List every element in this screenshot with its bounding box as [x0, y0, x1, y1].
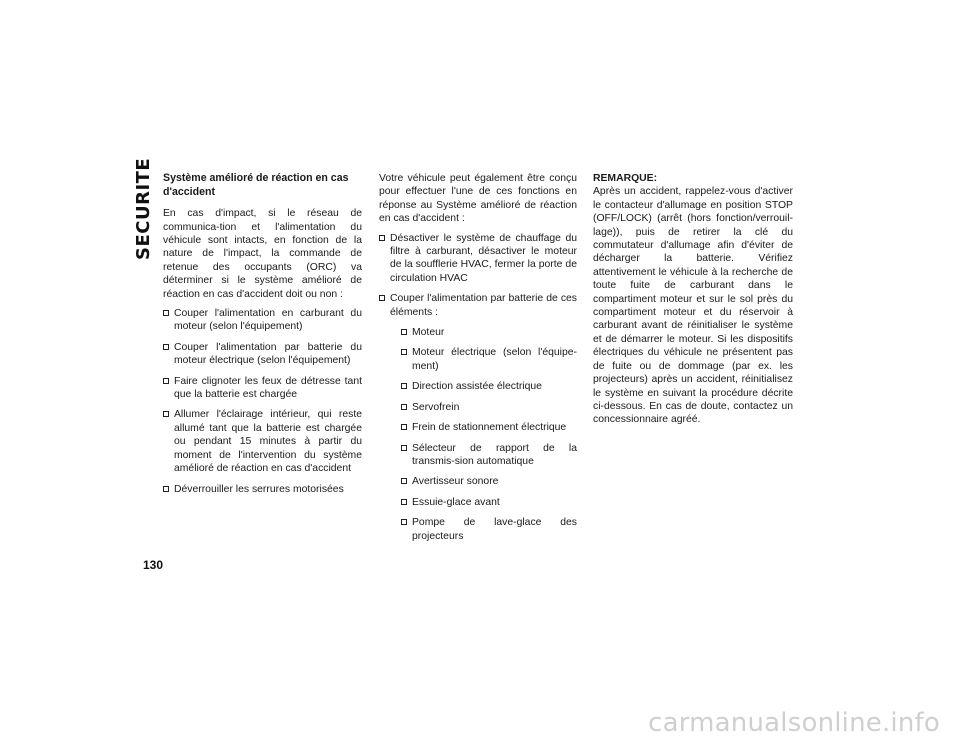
list-item: [163, 408, 362, 475]
checkbox-bullet-icon: [401, 404, 407, 410]
list-item-text: Couper l'alimentation par batterie du moteur électrique (selon l'équipement): [174, 341, 362, 367]
intro-paragraph: En cas d'impact, si le réseau de communica-tion et l'alimentation du véhicule sont intacts, en fonction de la nature de l'impact, la commande de retenue des occupants (ORC) va déterminer si le système amélioré de réaction en cas d'accident doit ou non :: [163, 208, 362, 300]
sub-list-item-text: Moteur: [412, 327, 445, 339]
sub-list-item-text: Sélecteur de rapport de la transmis-sion automatique: [412, 442, 577, 467]
sub-list-item: [401, 496, 577, 509]
list-item-text: Faire clignoter les feux de détresse tant que la batterie est chargée: [174, 375, 362, 401]
sub-list-item: [401, 346, 577, 373]
list-item: [163, 483, 362, 496]
list-item-text: Couper l'alimentation par batterie de ces éléments :: [390, 293, 577, 318]
checkbox-bullet-icon: [379, 235, 385, 241]
sub-list-item-text: Moteur électrique (selon l'équipe-ment): [412, 347, 577, 372]
sub-list-item-text: Essuie-glace avant: [412, 496, 500, 508]
list-item-text: Couper l'alimentation en carburant du moteur (selon l'équipement): [174, 308, 362, 333]
watermark: carmanualsonline.info: [648, 708, 940, 738]
section-heading: Système amélioré de réaction en cas d'accident: [163, 172, 349, 198]
section-title: [133, 157, 155, 260]
list-item: [163, 341, 362, 368]
list-item: [163, 307, 362, 334]
checkbox-bullet-icon: [401, 478, 407, 484]
checkbox-bullet-icon: [401, 424, 407, 430]
note-label: REMARQUE:: [593, 173, 658, 184]
sub-list-item: [401, 516, 577, 543]
column-3: [593, 172, 793, 433]
sub-list-item: [401, 401, 577, 414]
checkbox-bullet-icon: [163, 378, 169, 384]
sub-list-item: [401, 442, 577, 469]
sub-list-item: [401, 326, 577, 339]
list-item-text: Allumer l'éclairage intérieur, qui reste allumé tant que la batterie est chargée ou pendant 15 minutes à partir du moment de l'intervention du système amélioré de réaction en cas d'accident: [174, 409, 362, 475]
checkbox-bullet-icon: [163, 411, 169, 417]
checkbox-bullet-icon: [379, 295, 385, 301]
section-title-text: SECURITE: [133, 157, 154, 260]
sub-list-item-text: Avertisseur sonore: [412, 476, 499, 488]
list-item: [379, 292, 577, 543]
list-item-text: Déverrouiller les serrures motorisées: [174, 483, 344, 495]
sub-list-item: [401, 380, 577, 393]
checkbox-bullet-icon: [401, 349, 407, 355]
checkbox-bullet-icon: [401, 445, 407, 451]
checkbox-bullet-icon: [401, 519, 407, 525]
sub-list-item-text: Direction assistée électrique: [412, 381, 542, 393]
checkbox-bullet-icon: [401, 499, 407, 505]
function-list: [379, 232, 577, 543]
sub-list-item: [401, 421, 577, 434]
checkbox-bullet-icon: [163, 344, 169, 350]
list-item-text: Désactiver le système de chauffage du filtre à carburant, désactiver le moteur de la soufflerie HVAC, fermer la porte de circulation HVAC: [390, 232, 577, 284]
intro-paragraph: Votre véhicule peut également être conçu pour effectuer l'une de ces fonctions en réponse au Système amélioré de réaction en cas d'accident :: [379, 173, 577, 225]
note-paragraph: Après un accident, rappelez-vous d'activer le contacteur d'allumage en position STOP (OFF/LOCK) (arrêt (hors fonction/verrouil-lage)), puis de retirer la clé du commutateur d'allumage afin d'éviter de décharger la batterie. Vérifiez attentivement le véhicule à la recherche de toute fuite de carburant dans le compartiment moteur et sur le sol près du compartiment moteur et du réservoir à carburant avant de réinitialiser le système et de démarrer le moteur. Si les dispositifs électriques du véhicule ne présentent pas de fuite ou de dommage (par ex. les projecteurs) après un accident, réinitialisez le système en suivant la procédure décrite ci-dessous. En cas de doute, contactez un concessionnaire agréé.: [593, 186, 793, 426]
sub-list-item: [401, 475, 577, 488]
page-number: 130: [143, 558, 164, 572]
checkbox-bullet-icon: [401, 383, 407, 389]
action-list: [163, 307, 362, 496]
checkbox-bullet-icon: [163, 486, 169, 492]
sub-list: [390, 326, 577, 543]
sub-list-item-text: Servofrein: [412, 401, 460, 413]
column-1: [163, 172, 362, 503]
list-item: [379, 232, 577, 286]
list-item: [163, 375, 362, 402]
column-2: [379, 172, 577, 550]
checkbox-bullet-icon: [163, 310, 169, 316]
checkbox-bullet-icon: [401, 329, 407, 335]
sub-list-item-text: Pompe de lave-glace des projecteurs: [412, 517, 577, 542]
sub-list-item-text: Frein de stationnement électrique: [412, 422, 567, 434]
